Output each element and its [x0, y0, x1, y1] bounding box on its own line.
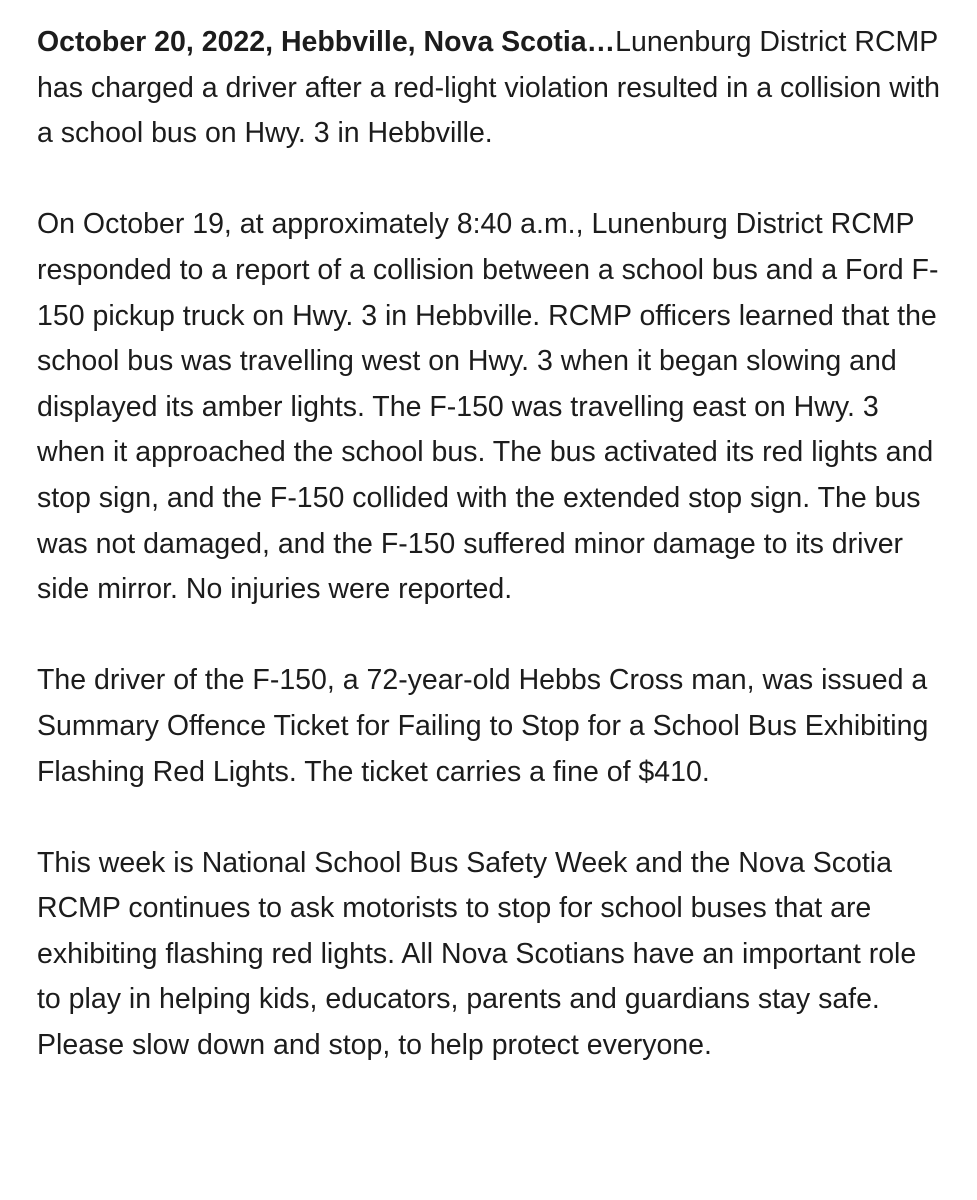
- safety-week-paragraph: This week is National School Bus Safety Week and the Nova Scotia RCMP continues to ask motorists to stop for school buses that are exhibiting flashing red lights. All Nova Scotians have an important role to play in helping kids, educators, parents and guardians stay safe. Please slow down and stop, to help protect everyone.: [37, 846, 917, 1062]
- lead-paragraph: [37, 20, 947, 157]
- charge-paragraph: The driver of the F-150, a 72-year-old Hebbs Cross man, was issued a Summary Offence Ticket for Failing to Stop for a School Bus Exhibiting Flashing Red Lights. The ticket carries a fine of $410.: [37, 664, 929, 788]
- incident-details-paragraph: On October 19, at approximately 8:40 a.m., Lunenburg District RCMP responded to a report of a collision between a school bus and a Ford F-150 pickup truck on Hwy. 3 in Hebbville. RCMP officers learned that the school bus was travelling west on Hwy. 3 when it began slowing and displayed its amber lights. The F-150 was travelling east on Hwy. 3 when it approached the school bus. The bus activated its red lights and stop sign, and the F-150 collided with the extended stop sign. The bus was not damaged, and the F-150 suffered minor damage to its driver side mirror. No injuries were reported.: [37, 208, 939, 606]
- lead-text: Lunenburg District RCMP has charged a driver after a red-light violation resulted in a collision with a school bus on Hwy. 3 in Hebbville.: [37, 26, 940, 150]
- dateline: October 20, 2022, Hebbville, Nova Scotia…: [37, 26, 616, 58]
